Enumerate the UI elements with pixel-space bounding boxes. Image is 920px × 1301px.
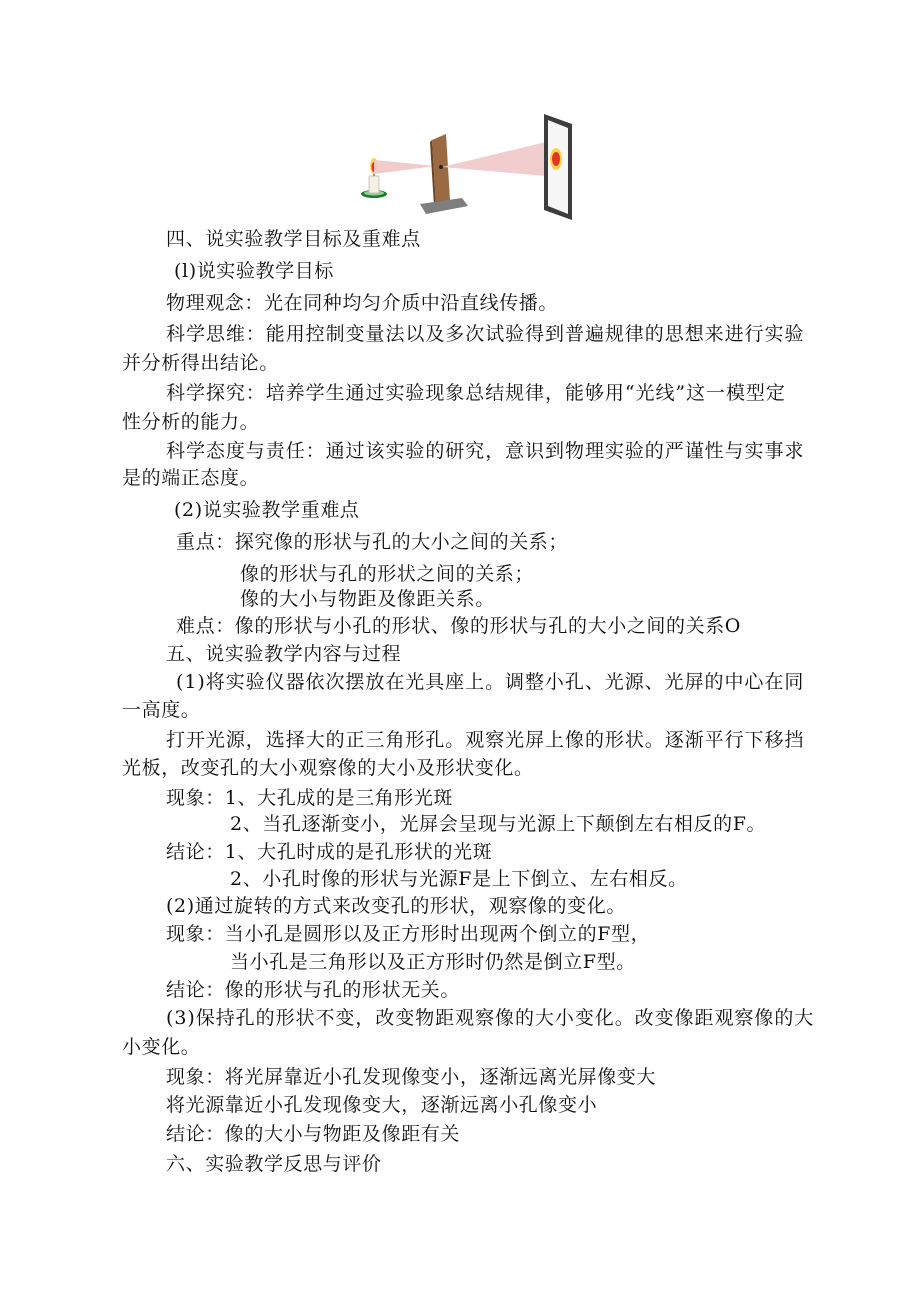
conclusion-3: 结论：像的形状与孔的形状无关。 (166, 979, 461, 1001)
observation-4: 当小孔是三角形以及正方形时仍然是倒立F型。 (230, 951, 636, 973)
difficulty-point: 难点：像的形状与小孔的形状、像的形状与孔的大小之间的关系O (176, 615, 741, 637)
observation-5: 现象：将光屏靠近小孔发现像变小，逐渐远离光屏像变大 (166, 1066, 657, 1088)
goals-title: (l)说实验教学目标 (174, 260, 334, 282)
pinhole-board (420, 134, 468, 214)
step1-line2: 一高度。 (122, 699, 201, 721)
key-points-title: (2)说实验教学重难点 (174, 499, 360, 521)
conclusion-2: 2、小孔时像的形状与光源F是上下倒立、左右相反。 (230, 868, 688, 890)
step3-line1: (3)保持孔的形状不变，改变物距观察像的大小变化。改变像距观察像的大 (166, 1007, 815, 1029)
goal-scientific-thinking-line2: 并分析得出结论。 (122, 352, 279, 374)
step1-procedure-line2: 光板，改变孔的大小观察像的大小及形状变化。 (122, 757, 534, 779)
section5-heading: 五、说实验教学内容与过程 (166, 643, 402, 665)
goal-attitude-line2: 是的端正态度。 (122, 467, 260, 489)
observation-1: 现象：1、大孔成的是三角形光斑 (166, 787, 454, 809)
goal-scientific-inquiry-line2: 性分析的能力。 (122, 411, 260, 433)
observation-6: 将光源靠近小孔发现像变大，逐渐远离小孔像变小 (166, 1094, 598, 1116)
step1-procedure-line1: 打开光源，选择大的正三角形孔。观察光屏上像的形状。逐渐平行下移挡 (166, 729, 805, 751)
projected-light-beam (442, 142, 546, 176)
step2-text: (2)通过旋转的方式来改变孔的形状，观察像的变化。 (166, 895, 626, 917)
section4-heading: 四、说实验教学目标及重难点 (166, 228, 421, 250)
goal-scientific-thinking-line1: 科学思维：能用控制变量法以及多次试验得到普遍规律的思想来进行实验 (166, 323, 805, 345)
observation-2: 2、当孔逐渐变小，光屏会呈现与光源上下颠倒左右相反的F。 (230, 813, 767, 835)
projection-screen (544, 114, 572, 220)
step1-line1: (1)将实验仪器依次摆放在光具座上。调整小孔、光源、光屏的中心在同 (176, 671, 805, 693)
observation-3: 现象：当小孔是圆形以及正方形时出现两个倒立的F型， (166, 923, 651, 945)
section6-heading: 六、实验教学反思与评价 (166, 1153, 382, 1175)
conclusion-1: 结论：1、大孔时成的是孔形状的光斑 (166, 841, 493, 863)
step3-line2: 小变化。 (122, 1036, 201, 1058)
goal-physics-concept: 物理观念：光在同种均匀介质中沿直线传播。 (166, 292, 559, 314)
goal-scientific-inquiry-line1: 科学探究：培养学生通过实验现象总结规律，能够用“光线”这一模型定 (166, 382, 786, 404)
key-point-3: 像的大小与物距及像距关系。 (240, 588, 495, 610)
goal-attitude-line1: 科学态度与责任：通过该实验的研究，意识到物理实验的严谨性与实事求 (166, 440, 805, 462)
key-point-1: 重点：探究像的形状与孔的大小之间的关系； (176, 531, 569, 553)
key-point-2: 像的形状与孔的形状之间的关系； (240, 563, 535, 585)
conclusion-4: 结论：像的大小与物距及像距有关 (166, 1123, 461, 1145)
incident-light-beam (374, 160, 436, 174)
pinhole-experiment-figure (350, 106, 590, 224)
